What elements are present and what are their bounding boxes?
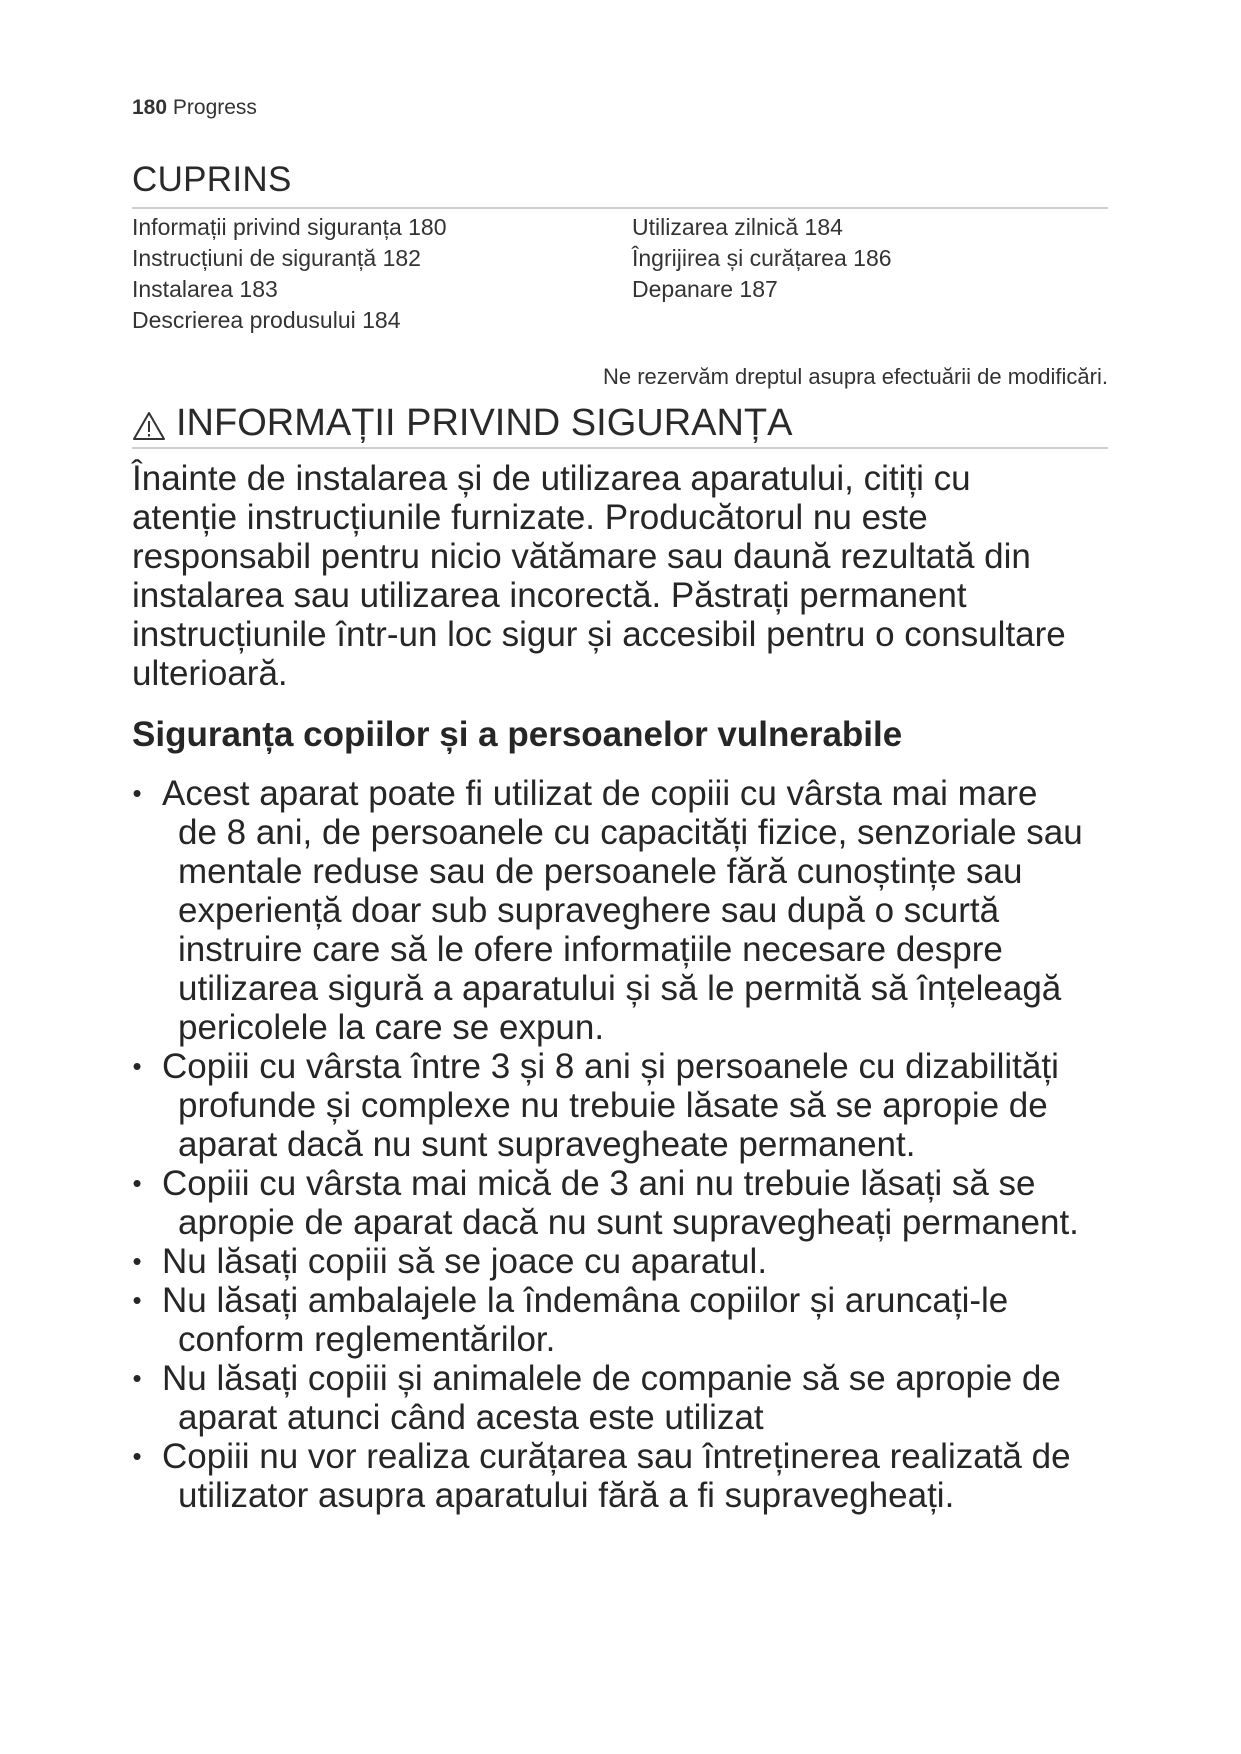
list-item xyxy=(128,1437,1128,1515)
toc-entry[interactable]: Descrierea produsului 184 xyxy=(132,307,401,333)
safety-bullet-list xyxy=(128,774,1128,1515)
list-item xyxy=(128,774,1128,1047)
bullet-line: Nu lăsați copiii și animalele de companie să se apropie de xyxy=(162,1359,1061,1398)
bullet-icon: • xyxy=(132,1051,142,1081)
bullet-line: experiență doar sub supraveghere sau după o scurtă xyxy=(178,891,1000,930)
intro-line: responsabil pentru nicio vătămare sau daună rezultată din xyxy=(132,537,1031,576)
bullet-line: apropie de aparat dacă nu sunt supravegheați permanent. xyxy=(178,1203,1079,1242)
list-item xyxy=(128,1359,1128,1437)
bullet-line: de 8 ani, de persoanele cu capacități fizice, senzoriale sau xyxy=(178,813,1083,852)
intro-line: Înainte de instalarea și de utilizarea aparatului, citiți cu xyxy=(132,459,971,498)
bullet-icon: • xyxy=(132,1285,142,1315)
brand-name: Progress xyxy=(172,96,257,119)
bullet-line: pericolele la care se expun. xyxy=(178,1008,605,1047)
toc-column-right xyxy=(632,212,892,305)
intro-paragraph xyxy=(132,459,1122,693)
toc-title: CUPRINS xyxy=(132,160,292,199)
bullet-icon: • xyxy=(132,1246,142,1276)
bullet-icon: • xyxy=(132,1363,142,1393)
list-item xyxy=(128,1047,1128,1164)
bullet-line: aparat atunci când acesta este utilizat xyxy=(178,1398,764,1437)
toc-entry[interactable]: Instrucțiuni de siguranță 182 xyxy=(132,245,421,271)
subsection-heading: Siguranța copiilor și a persoanelor vulnerabile xyxy=(132,715,903,754)
bullet-line: profunde și complexe nu trebuie lăsate să se apropie de xyxy=(178,1086,1048,1125)
toc-entry[interactable]: Instalarea 183 xyxy=(132,276,278,302)
bullet-line: utilizator asupra aparatului fără a fi supravegheați. xyxy=(178,1476,955,1515)
bullet-icon: • xyxy=(132,1168,142,1198)
bullet-line: aparat dacă nu sunt supravegheate permanent. xyxy=(178,1125,916,1164)
section-divider xyxy=(132,447,1108,449)
warning-icon xyxy=(132,408,166,438)
toc-entry[interactable]: Îngrijirea și curățarea 186 xyxy=(632,245,892,271)
toc-column-left xyxy=(132,212,447,336)
section-heading xyxy=(132,402,792,445)
bullet-line: Copiii nu vor realiza curățarea sau întreținerea realizată de xyxy=(162,1437,1071,1476)
toc-entry[interactable]: Utilizarea zilnică 184 xyxy=(632,214,843,240)
list-item xyxy=(128,1242,1128,1281)
bullet-line: instruire care să le ofere informațiile necesare despre xyxy=(178,930,1003,969)
bullet-line: Nu lăsați ambalajele la îndemâna copiilor și aruncați-le xyxy=(162,1281,1009,1320)
bullet-line: Nu lăsați copiii să se joace cu aparatul. xyxy=(162,1242,768,1281)
bullet-icon: • xyxy=(132,778,142,808)
section-title: INFORMAȚII PRIVIND SIGURANȚA xyxy=(176,402,793,444)
list-item xyxy=(128,1281,1128,1359)
toc-divider xyxy=(132,207,1108,209)
bullet-line: mentale reduse sau de persoanele fără cunoștințe sau xyxy=(178,852,1023,891)
bullet-line: conform reglementărilor. xyxy=(178,1320,556,1359)
intro-line: atenție instrucțiunile furnizate. Producătorul nu este xyxy=(132,498,928,537)
page-number: 180 xyxy=(132,96,168,119)
bullet-line: Copiii cu vârsta mai mică de 3 ani nu trebuie lăsați să se xyxy=(162,1164,1036,1203)
toc-entry[interactable]: Depanare 187 xyxy=(632,276,778,302)
toc-entry[interactable]: Informații privind siguranța 180 xyxy=(132,214,447,240)
intro-line: instrucțiunile într-un loc sigur și accesibil pentru o consultare xyxy=(132,615,1066,654)
page-header xyxy=(132,96,257,120)
list-item xyxy=(128,1164,1128,1242)
bullet-line: utilizarea sigură a aparatului și să le permită să înțeleagă xyxy=(178,969,1062,1008)
disclaimer-text: Ne rezervăm dreptul asupra efectuării de modificări. xyxy=(602,364,1108,389)
bullet-icon: • xyxy=(132,1441,142,1471)
bullet-line: Acest aparat poate fi utilizat de copiii cu vârsta mai mare xyxy=(162,774,1038,813)
bullet-line: Copiii cu vârsta între 3 și 8 ani și persoanele cu dizabilități xyxy=(162,1047,1059,1086)
intro-line: instalarea sau utilizarea incorectă. Păstrați permanent xyxy=(132,576,967,615)
intro-line: ulterioară. xyxy=(132,654,288,693)
